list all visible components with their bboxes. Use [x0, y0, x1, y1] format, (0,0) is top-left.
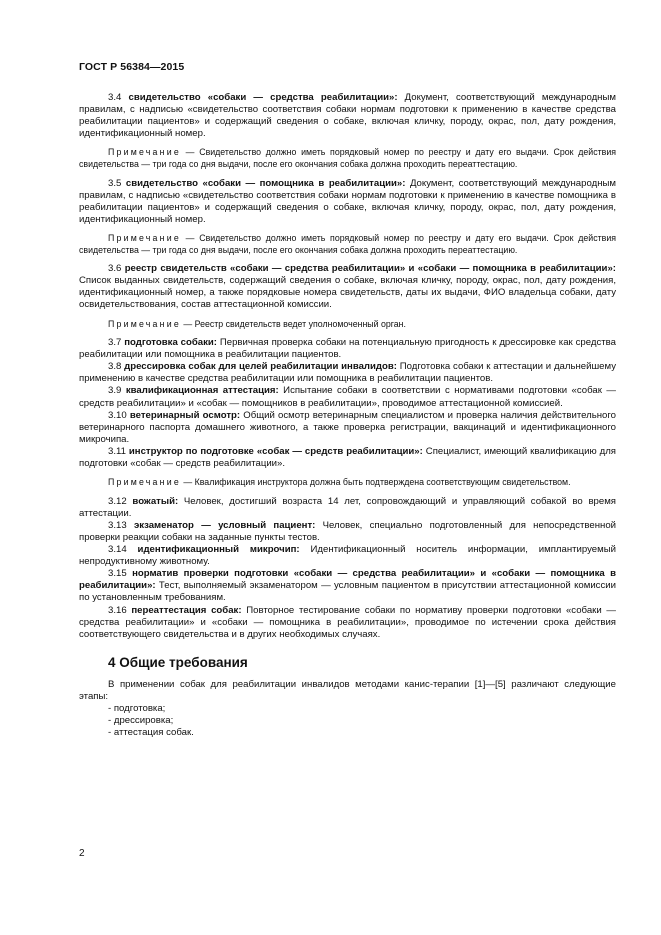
- clause-number: 3.14: [108, 544, 138, 556]
- clause-number: 3.10: [108, 409, 130, 421]
- clause-number: 3.6: [108, 263, 125, 275]
- clause-term: ветеринарный осмотр:: [129, 409, 241, 421]
- clause-term: экзаменатор — условный пациент:: [133, 519, 316, 531]
- clause-number: 3.13: [108, 519, 134, 531]
- clause-3-9: [79, 385, 616, 409]
- list-item: - аттестация собак.: [108, 727, 194, 739]
- note-label: Примечание: [108, 232, 181, 243]
- clause-text: Документ, соответствующий международным правилам, с надписью «свидетельство соответствия собаки нормам подготовки к применению в качестве помощника в реабилитации пациентов» и содержащий сведения о собаке, включая кличку, породу, окрас, пол, дату рождения, идентификационный номер.: [79, 177, 616, 225]
- clause-number: 3.16: [108, 604, 132, 616]
- clause-3-10: [79, 410, 616, 446]
- clause-3-16: [79, 605, 616, 641]
- clause-3-5: [79, 178, 616, 226]
- clause-number: 3.7: [108, 337, 125, 349]
- clause-3-11: [79, 446, 616, 470]
- clause-text: Испытание собаки в соответствии с нормативами подготовки «собак — средств реабилитации» и «собак — помощников в реабилитации», проводимое аттестационной комиссией.: [79, 385, 616, 409]
- standard-id: ГОСТ Р 56384—2015: [79, 61, 185, 73]
- clause-term: свидетельство «собаки — помощника в реабилитации»:: [125, 177, 406, 189]
- clause-term: дрессировка собак для целей реабилитации инвалидов:: [124, 361, 397, 373]
- clause-term: реестр свидетельств «собаки — средства реабилитации» и «собаки — помощника в реабилитации»:: [124, 263, 616, 275]
- clause-number: 3.11: [108, 445, 129, 457]
- clause-term: вожатый:: [132, 495, 179, 507]
- clause-3-12: [79, 496, 616, 520]
- clause-3-15: [79, 568, 616, 604]
- clause-text: Человек, достигший возраста 14 лет, сопровождающий и управляющий собакой во время аттестации.: [79, 495, 617, 519]
- note-text: — Реестр свидетельств ведет уполномоченный орган.: [180, 318, 406, 329]
- note-3: [79, 319, 616, 331]
- clause-text: Тест, выполняемый экзаменатором — условным пациентом в присутствии аттестационной комиссии по установленным требованиям.: [79, 580, 616, 604]
- clause-text: Идентификационный носитель информации, имплантируемый непродуктивному животному.: [79, 544, 616, 568]
- section-4-intro: В применении собак для реабилитации инвалидов методами канис-терапии [1]—[5] различают следующие этапы:: [79, 678, 616, 703]
- clause-text: Специалист, имеющий квалификацию для подготовки «собак — средств реабилитации».: [79, 445, 616, 470]
- clause-text: Документ, соответствующий международным правилам, с надписью «свидетельство соответствия собаки нормам подготовки к применению в качестве средства реабилитации пациентов» и содержащий сведения о собаке, включая кличку, породу, окрас, пол, дату рождения, идентификационный номер.: [79, 92, 616, 140]
- clause-term: норматив проверки подготовки «собаки — средства реабилитации» и «собаки — помощника в реабилитации»:: [79, 568, 617, 592]
- clause-number: 3.9: [108, 385, 126, 397]
- clause-term: квалификационная аттестация:: [125, 385, 279, 397]
- clause-3-8: [79, 361, 616, 385]
- note-2: [79, 233, 616, 256]
- clause-text: Подготовка собаки к аттестации и дальнейшему применению в качестве средства реабилитации или помощника в реабилитации пациентов.: [79, 361, 616, 385]
- clause-3-7: [79, 337, 616, 361]
- clause-number: 3.4: [108, 92, 129, 103]
- clause-term: подготовка собаки:: [124, 337, 217, 349]
- clause-text: Общий осмотр ветеринарным специалистом и проверка наличия действительного ветеринарного паспорта домашнего животного, а также проверка регистрации, вакцинаций и идентификационного микрочипа.: [79, 409, 616, 445]
- page-number: 2: [79, 848, 85, 859]
- clause-3-4: [79, 92, 616, 140]
- clause-text: Список выданных свидетельств, содержащий сведения о собаке, включая кличку, породу, окрас, пол, дату рождения, идентификационный номер, а также порядковые номера свидетельств, даты их выдачи, ФИО владельца собаки, дату освидетельствования, состав аттестационной комиссии.: [79, 275, 616, 311]
- note-label: Примечание: [108, 147, 181, 158]
- clause-number: 3.8: [108, 361, 125, 373]
- clause-term: инструктор по подготовке «собак — средств реабилитации»:: [128, 445, 423, 457]
- document-body: [79, 92, 616, 739]
- note-label: Примечание: [108, 477, 181, 488]
- clause-3-13: [79, 520, 616, 544]
- clause-term: переаттестация собак:: [131, 604, 242, 616]
- clause-term: свидетельство «собаки — средства реабилитации»:: [128, 92, 398, 103]
- clause-3-6: [79, 263, 616, 311]
- list-item: - дрессировка;: [108, 715, 174, 727]
- clause-text: Повторное тестирование собаки по нормативу проверки подготовки «собаки — средства реабилитации» и «собаки — помощника в реабилитации», проводимое по истечении срока действия соответствующего свидетельства и в других необходимых случаях.: [79, 604, 616, 640]
- clause-term: идентификационный микрочип:: [137, 544, 300, 556]
- clause-text: Первичная проверка собаки на потенциальную пригодность к дрессировке как средства реабилитации или помощника в реабилитации пациентов.: [79, 337, 616, 361]
- note-4: [79, 477, 616, 489]
- clause-text: Человек, специально подготовленный для непосредственной проверки реакции собаки на заданные пункты тестов.: [79, 519, 617, 543]
- clause-number: 3.5: [108, 177, 126, 189]
- note-text: — Свидетельство должно иметь порядковый номер по реестру и дату его выдачи. Срок действия свидетельства — три года со дня выдачи, после его окончания собака должна проходить переаттестацию.: [79, 147, 616, 169]
- clause-number: 3.15: [108, 568, 133, 580]
- section-4-heading: 4 Общие требования: [108, 654, 248, 670]
- note-label: Примечание: [108, 318, 181, 329]
- clause-3-14: [79, 544, 616, 568]
- note-text: — Свидетельство должно иметь порядковый номер по реестру и дату его выдачи. Срок действия свидетельства — три года со дня выдачи, после его окончания собака должна проходить переаттестацию.: [79, 232, 616, 255]
- list-item: - подготовка;: [108, 703, 166, 715]
- clause-number: 3.12: [108, 495, 133, 507]
- note-text: — Квалификация инструктора должна быть подтверждена соответствующим свидетельством.: [180, 477, 571, 488]
- note-1: [79, 147, 616, 170]
